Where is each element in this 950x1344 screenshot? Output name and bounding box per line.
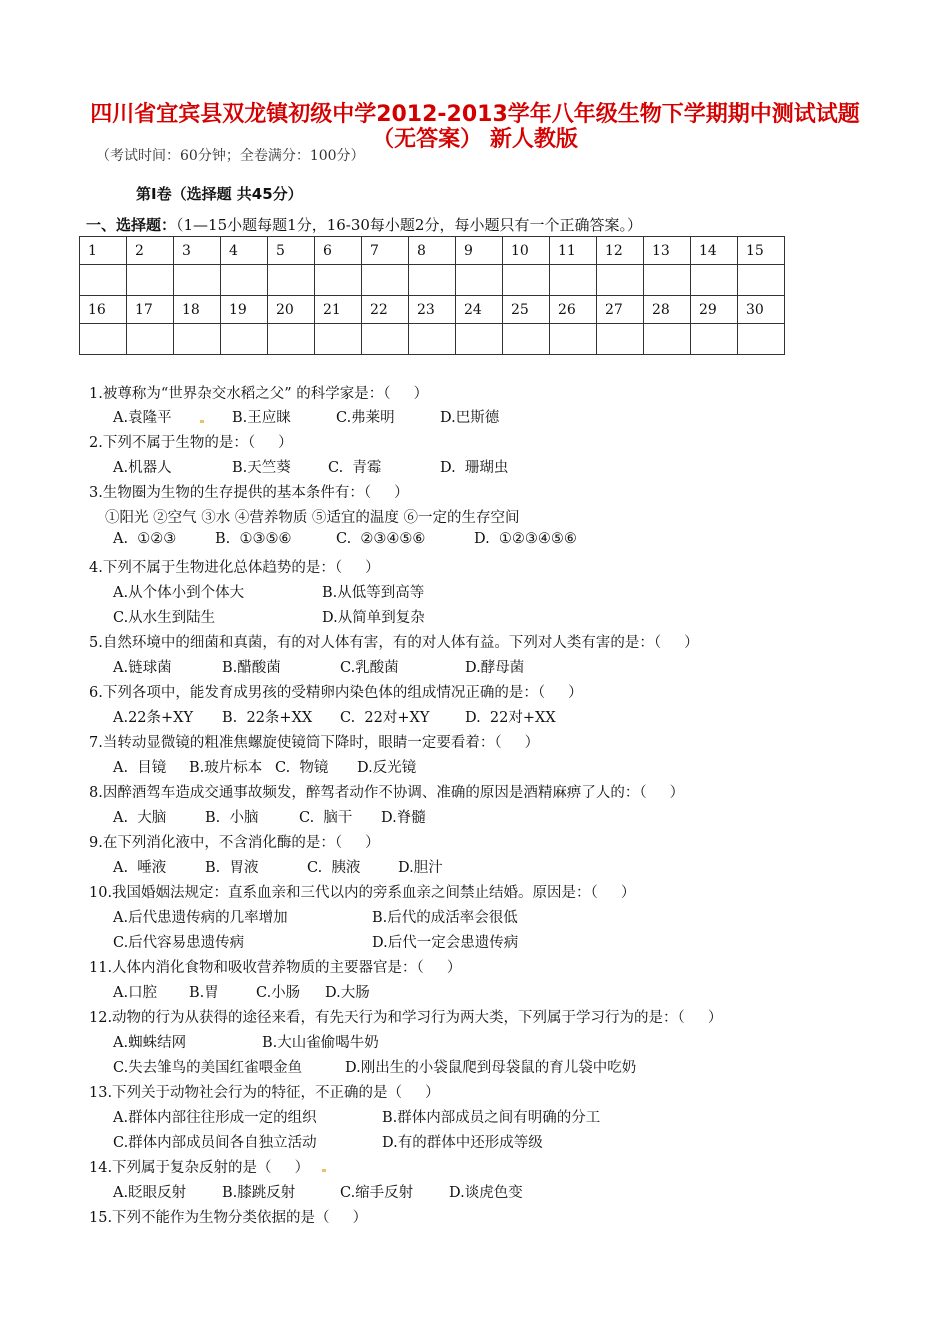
answer-cell[interactable] (550, 324, 597, 355)
answer-cell[interactable] (644, 324, 691, 355)
option-d: D.有的群体中还形成等级 (382, 1135, 543, 1151)
option-c: C. 青霉 (328, 460, 382, 476)
option-d: D.酵母菌 (465, 660, 525, 676)
answer-cell[interactable] (221, 324, 268, 355)
option-d: D.巴斯德 (440, 410, 500, 426)
answer-cell[interactable] (315, 265, 362, 296)
grid-number: 4 (221, 237, 268, 265)
grid-number: 17 (127, 296, 174, 324)
option-d: D.后代一定会患遗传病 (372, 935, 519, 951)
answer-cell[interactable] (503, 265, 550, 296)
answer-cell[interactable] (315, 324, 362, 355)
option-b: B.醋酸菌 (222, 660, 281, 676)
option-a: A.蜘蛛结网 (113, 1035, 187, 1051)
grid-number: 27 (597, 296, 644, 324)
answer-cell[interactable] (691, 324, 738, 355)
answer-cell[interactable] (268, 265, 315, 296)
option-b: B.王应睐 (232, 410, 291, 426)
option-a: A. 目镜 (113, 760, 167, 776)
question-stem: 10.我国婚姻法规定：直系血亲和三代以内的旁系血亲之间禁止结婚。原因是：（ ） (89, 885, 636, 901)
option-a: A.口腔 (113, 985, 158, 1001)
option-d: D.大肠 (325, 985, 370, 1001)
option-d: D. 珊瑚虫 (440, 460, 509, 476)
answer-cell[interactable] (174, 324, 221, 355)
grid-number: 9 (456, 237, 503, 265)
section-note: （1—15小题每题1分，16-30每小题2分，每小题只有一个正确答案。） (176, 216, 642, 234)
question-stem: 6.下列各项中，能发育成男孩的受精卵内染色体的组成情况正确的是：（ ） (89, 685, 583, 701)
option-a: A.从个体小到个体大 (113, 585, 245, 601)
answer-grid-blank-row (80, 265, 785, 296)
scan-speck (322, 1169, 326, 1172)
grid-number: 8 (409, 237, 456, 265)
option-c: C.弗莱明 (336, 410, 395, 426)
option-b: B.天竺葵 (232, 460, 291, 476)
grid-number: 2 (127, 237, 174, 265)
option-a: A.后代患遗传病的几率增加 (113, 910, 288, 926)
grid-number: 18 (174, 296, 221, 324)
answer-cell[interactable] (738, 265, 785, 296)
grid-number: 20 (268, 296, 315, 324)
option-b: B. ①③⑤⑥ (215, 531, 292, 547)
option-d: D.刚出生的小袋鼠爬到母袋鼠的育儿袋中吃奶 (345, 1060, 637, 1076)
answer-cell[interactable] (456, 324, 503, 355)
option-c: C.缩手反射 (340, 1185, 414, 1201)
option-b: B. 22条+XX (222, 710, 313, 726)
grid-number: 24 (456, 296, 503, 324)
option-d: D.谈虎色变 (449, 1185, 523, 1201)
option-d: D. 22对+XX (465, 710, 556, 726)
grid-number: 28 (644, 296, 691, 324)
option-b: B.群体内部成员之间有明确的分工 (382, 1110, 601, 1126)
option-b: B.从低等到高等 (322, 585, 425, 601)
part-heading: 第Ⅰ卷（选择题 共45分） (136, 185, 303, 203)
option-a: A.链球菌 (113, 660, 172, 676)
question-stem: 9.在下列消化液中，不含消化酶的是：（ ） (89, 835, 380, 851)
answer-cell[interactable] (80, 265, 127, 296)
answer-cell[interactable] (127, 324, 174, 355)
section-heading (86, 214, 642, 235)
grid-number: 30 (738, 296, 785, 324)
option-d: D.从简单到复杂 (322, 610, 425, 626)
option-a: A.袁隆平 (113, 410, 172, 426)
answer-cell[interactable] (409, 324, 456, 355)
option-d: D.脊髓 (381, 810, 426, 826)
option-d: D. ①②③④⑤⑥ (474, 531, 577, 547)
answer-cell[interactable] (409, 265, 456, 296)
answer-cell[interactable] (80, 324, 127, 355)
option-a: A. ①②③ (113, 531, 177, 547)
answer-cell[interactable] (362, 324, 409, 355)
answer-cell[interactable] (362, 265, 409, 296)
question-stem: 12.动物的行为从获得的途径来看，有先天行为和学习行为两大类，下列属于学习行为的是：（ ） (89, 1010, 723, 1026)
option-d: D.胆汁 (398, 860, 443, 876)
grid-number: 11 (550, 237, 597, 265)
option-c: C.后代容易患遗传病 (113, 935, 245, 951)
option-b: B.大山雀偷喝牛奶 (262, 1035, 379, 1051)
question-stem: 11.人体内消化食物和吸收营养物质的主要器官是：（ ） (89, 960, 462, 976)
answer-cell[interactable] (503, 324, 550, 355)
answer-grid (79, 236, 785, 355)
option-a: A.群体内部往往形成一定的组织 (113, 1110, 317, 1126)
option-d: D.反光镜 (357, 760, 417, 776)
option-c: C.群体内部成员间各自独立活动 (113, 1135, 317, 1151)
option-b: B. 小脑 (205, 810, 259, 826)
option-c: C. 22对+XY (340, 710, 430, 726)
grid-number: 21 (315, 296, 362, 324)
answer-cell[interactable] (221, 265, 268, 296)
option-c: C. 物镜 (275, 760, 329, 776)
grid-number: 5 (268, 237, 315, 265)
option-c: C.从水生到陆生 (113, 610, 216, 626)
question-stem: 14.下列属于复杂反射的是（ ） (89, 1160, 310, 1176)
option-a: A.眨眼反射 (113, 1185, 187, 1201)
question-stem: 5.自然环境中的细菌和真菌，有的对人体有害，有的对人体有益。下列对人类有害的是：（ ） (89, 635, 699, 651)
grid-number: 26 (550, 296, 597, 324)
option-c: C.小肠 (256, 985, 301, 1001)
grid-number: 13 (644, 237, 691, 265)
answer-cell[interactable] (550, 265, 597, 296)
question-stem: 7.当转动显微镜的粗准焦螺旋使镜筒下降时，眼睛一定要看着：（ ） (89, 735, 540, 751)
option-c: C. 胰液 (307, 860, 361, 876)
grid-number: 22 (362, 296, 409, 324)
grid-number: 25 (503, 296, 550, 324)
option-b: B.膝跳反射 (222, 1185, 296, 1201)
option-c: C. 脑干 (299, 810, 353, 826)
grid-number: 3 (174, 237, 221, 265)
option-a: A.机器人 (113, 460, 172, 476)
scan-speck (200, 420, 204, 423)
answer-cell[interactable] (597, 324, 644, 355)
answer-cell[interactable] (597, 265, 644, 296)
question-stem: 3.生物圈为生物的生存提供的基本条件有：（ ） (89, 485, 409, 501)
option-b: B.胃 (189, 985, 219, 1001)
grid-number: 14 (691, 237, 738, 265)
answer-cell[interactable] (738, 324, 785, 355)
question-stem: 15.下列不能作为生物分类依据的是（ ） (89, 1210, 368, 1226)
grid-number: 23 (409, 296, 456, 324)
option-a: A. 大脑 (113, 810, 167, 826)
grid-number: 19 (221, 296, 268, 324)
exam-info: （考试时间：60分钟；全卷满分：100分） (96, 148, 365, 164)
question-stem: 2.下列不属于生物的是：（ ） (89, 435, 293, 451)
option-a: A. 唾液 (113, 860, 167, 876)
option-b: B.玻片标本 (189, 760, 263, 776)
answer-grid-numbers-row (80, 237, 785, 265)
answer-cell[interactable] (174, 265, 221, 296)
grid-number: 12 (597, 237, 644, 265)
grid-number: 6 (315, 237, 362, 265)
answer-cell[interactable] (644, 265, 691, 296)
option-b: B. 胃液 (205, 860, 259, 876)
grid-number: 10 (503, 237, 550, 265)
answer-grid-blank-row (80, 324, 785, 355)
grid-number: 1 (80, 237, 127, 265)
answer-cell[interactable] (127, 265, 174, 296)
grid-number: 7 (362, 237, 409, 265)
grid-number: 16 (80, 296, 127, 324)
answer-cell[interactable] (456, 265, 503, 296)
section-label: 一、选择题： (86, 216, 177, 234)
answer-grid-numbers-row (80, 296, 785, 324)
option-b: B.后代的成活率会很低 (372, 910, 518, 926)
question-stem: 1.被尊称为“世界杂交水稻之父” 的科学家是：（ ） (89, 386, 429, 402)
document-title-line2: （无答案） 新人教版 (372, 127, 578, 152)
option-c: C.失去雏鸟的美国红雀喂金鱼 (113, 1060, 303, 1076)
option-c: C.乳酸菌 (340, 660, 399, 676)
grid-number: 15 (738, 237, 785, 265)
answer-cell[interactable] (691, 265, 738, 296)
question-stem: 4.下列不属于生物进化总体趋势的是：（ ） (89, 560, 380, 576)
question-stem: 8.因醉酒驾车造成交通事故频发，醉驾者动作不协调、准确的原因是酒精麻痹了人的：（ ） (89, 785, 685, 801)
document-title-line1: 四川省宜宾县双龙镇初级中学2012-2013学年八年级生物下学期期中测试试题 (90, 102, 860, 127)
question-stem: 13.下列关于动物社会行为的特征，不正确的是（ ） (89, 1085, 440, 1101)
grid-number: 29 (691, 296, 738, 324)
question-extra-line: ①阳光 ②空气 ③水 ④营养物质 ⑤适宜的温度 ⑥一定的生存空间 (105, 510, 520, 526)
answer-cell[interactable] (268, 324, 315, 355)
option-a: A.22条+XY (113, 710, 194, 726)
option-c: C. ②③④⑤⑥ (336, 531, 426, 547)
